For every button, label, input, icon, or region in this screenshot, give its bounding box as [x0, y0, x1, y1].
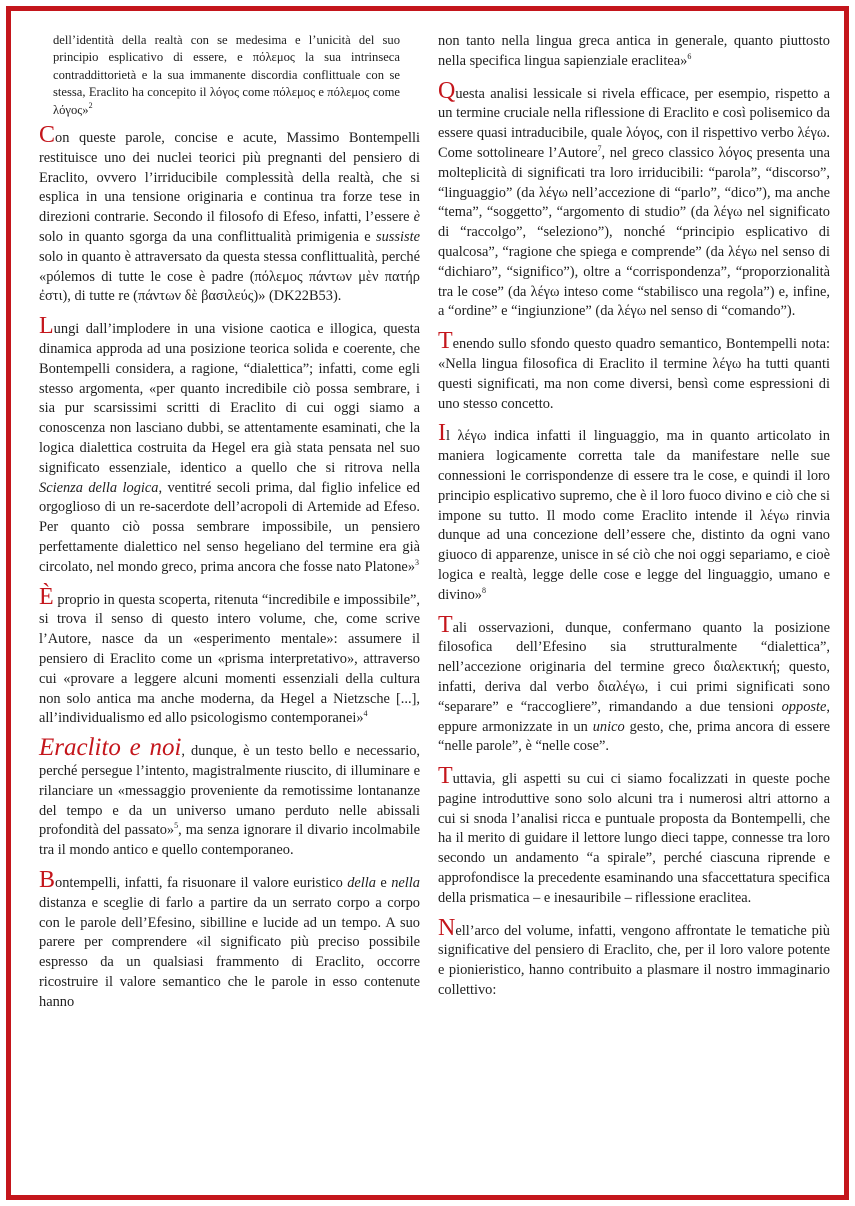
paragraph-11: [438, 914, 830, 1001]
paragraph-8: [438, 420, 830, 605]
text: uttavia, gli aspetti su cui ci siamo focalizzati in queste poche pagine introduttive sono solo alcuni tra i numerosi altri attorno a cui si snoda l’analisi ricca e puntuale proposta da Bontempelli, che ha il merito di guidare il lettore lungo dieci tappe, connesse tra loro secondo un andamento “a spirale”, perché ciascuna riprende e approfondisce la precedente esaminando una sfaccettatura specifica della prismatica – e inesauribile – riflessione eraclitea.: [438, 771, 830, 906]
text: solo in quanto è attraversato da questa stessa conflittualità, perché «pólemos di tutte le cose è padre (πόλεμος πάντων μὲν πατήρ ἐστι), di tutte re (πάντων δὲ βασιλεύς)» (DK22B53).: [39, 248, 420, 305]
footnote-ref: 2: [88, 100, 93, 110]
block-quote: [39, 32, 420, 119]
text: enendo sullo sfondo questo quadro semantico, Bontempelli nota: «Nella lingua filosofica di Eraclito il termine λέγω ha tutti quanti questi significati, ma non come diversi, bensì come espressioni di uno stesso concetto.: [438, 336, 830, 412]
text: , nel greco classico λόγος presenta una molteplicità di significati tra loro irriducibili: “parola”, “discorso”, “linguaggio” (da λέγω nell’accezione di “parlo”, “dico”), ma anche “tema”, “soggetto”, “argomento di studio” (da λέγω nel significato di “raccolgo”, “seleziono”), nonché “principio esplicativo di qualcosa”, “ragione che spiega e comprende” (da λέγω nel senso di “dichiaro”, “significo”), oltre a “corrispondenza”, “proporzionalità tra le cose” (da λέγω inteso come “stabilisco una regola”) e, infine, a “ordine” e “ingiunzione” (da λέγω nel senso di “comando”).: [438, 144, 830, 320]
text: ell’arco del volume, infatti, vengono affrontate le tematiche più significative del pensiero di Eraclito, che, per il loro valore potente e pionieristico, hanno contribuito a plasmare il nostro immaginario collettivo:: [438, 922, 830, 999]
quote-paragraph: [53, 32, 400, 119]
paragraph-5: [39, 866, 420, 1013]
paragraph-4: [39, 734, 421, 861]
text: ali osservazioni, dunque, confermano quanto la posizione filosofica dell’Efesino sia strutturalmente “dialettica”, nell’accezione originaria del termine greco διαλεκτική; questo, infatti, deriva dal verbo διαλέγω, i cui primi significati sono “separare” e “raccogliere”, rimandando a due tensioni: [438, 619, 830, 715]
footnote-ref: 5: [174, 821, 179, 831]
paragraph-9: [438, 611, 831, 758]
paragraph-7: [438, 328, 830, 414]
paragraph-2: [39, 313, 421, 577]
text: distanza e sceglie di farlo a partire da un serrato corpo a corpo con le parole dell’Efesino, sibilline e lucide ad un tempo. A suo parere per comprendere «il significato più preciso possibile espresso da un qualsiasi frammento di Eraclito, occorre ricostruire il valore semantico che le parole in esso contenute hanno: [39, 894, 420, 1010]
paragraph-6: [438, 77, 830, 323]
quote-text: dell’identità della realtà con se medesima e l’unicità del suo principio esplicativo di essere, e πόλεμος la sua intrinseca contraddittorietà e la sua immanente discordia conflittuale con se stessa, Eraclito ha concepito il λόγος come πόλεμος e πόλεμος come λόγος»: [53, 33, 400, 117]
footnote-ref: 6: [687, 51, 692, 61]
text: l λέγω indica infatti il linguaggio, ma in quanto articolato in maniera logicamente corretta tale da manifestare nelle sue connessioni le corrispondenze di essere tra le cose, e quindi il loro principio esplicativo supremo, che è il loro fuoco divino e ciò che si impone su tutto. Il modo come Eraclito intende il λέγω rinvia dunque ad una concezione dell’essere che, distinto da ogni vano giuoco di apparenze, unisce in sé ciò che noi oggi separiamo, e cioè logica e realtà, legge delle cose e legge del linguaggio, umano e divino»: [438, 428, 830, 603]
text: non tanto nella lingua greca antica in generale, quanto piuttosto nella specifica lingua sapienziale eraclitea»: [438, 33, 830, 69]
paragraph-1: [39, 122, 420, 307]
emphasis: nella: [391, 874, 420, 891]
text: ungi dall’implodere in una visione caotica e illogica, questa dinamica approda ad una posizione teorica solida e coerente, che Bontempelli considera, a ragione, “dialettica”; infatti, come egli stesso argomenta, «per quanto incredibile ciò possa sembrare, i sia pur scarsissimi scritti di Eraclito di cui oggi siamo a conoscenza non lasciano dubbi, se attentamente esaminati, che la logica dialettica costruita da Hegel era già stata pensata nel suo significato essenziale, identico a quello che si ritrova nella: [39, 321, 420, 476]
left-column: [39, 32, 420, 1026]
drop-cap: B: [39, 866, 56, 893]
text: , eppure armonizzate in un: [438, 698, 830, 735]
footnote-ref: 3: [415, 557, 420, 567]
book-title: Scienza della logica: [39, 479, 159, 496]
text: proprio in questa scoperta, ritenuta “incredibile e impossibile”, si trova il senso di questo intero volume, che, come scrive l’Autore, nasce da un «esperimento mentale»: assumere il pensiero di Eraclito come un «prisma interpretativo», attraverso cui «provare a leggere alcuni momenti essenziali della cultura non solo antica ma anche moderna, da Hegel a Nietzsche [...], all’individualismo ed allo psicologismo contemporanei»: [39, 591, 420, 727]
footnote-ref: 8: [481, 585, 486, 595]
emphasis: della: [347, 874, 376, 891]
book-title-highlight: Eraclito e noi: [39, 734, 182, 762]
emphasis: opposte: [781, 698, 827, 715]
right-column: [438, 32, 830, 1014]
paragraph-continuation: [438, 32, 830, 72]
paragraph-10: [438, 763, 830, 909]
text: gesto, che, prima ancora di essere “nelle parole”, è “nelle cose”.: [438, 718, 831, 755]
drop-cap: T: [438, 328, 453, 355]
text: ontempelli, infatti, fa risuonare il valore euristico: [55, 874, 348, 891]
text: solo in quanto sgorga da una conflittualità primigenia e: [39, 229, 377, 246]
drop-cap: I: [438, 420, 446, 447]
text: uesta analisi lessicale si rivela efficace, per esempio, rispetto a un termine cruciale nella riflessione di Eraclito e così polisemico da essere quasi intraducibile, quale λόγος, con il rispettivo verbo λέγω. Come sottolineare l’Autore: [438, 85, 830, 161]
emphasis: è: [413, 209, 420, 226]
emphasis: sussiste: [376, 229, 420, 246]
text: , ma senza ignorare il divario incolmabile tra il mondo antico e quello contemporaneo.: [39, 822, 421, 859]
text: on queste parole, concise e acute, Massimo Bontempelli restituisce uno dei nuclei teorici più pregnanti del pensiero di Eraclito, ovvero l’irriducibile complessità della realtà, che si esplica in una tensione originaria e continua tra forze tese in direzioni contrarie. Secondo il filosofo di Efeso, infatti, l’essere: [39, 130, 420, 226]
drop-cap: È: [39, 583, 54, 610]
paragraph-3: [39, 583, 420, 730]
emphasis: unico: [592, 718, 625, 735]
drop-cap: C: [39, 122, 56, 149]
drop-cap: Q: [438, 77, 456, 104]
text: e: [376, 874, 392, 891]
text: , ventitré secoli prima, dal figlio infelice ed orgoglioso di un re-sacerdote dell’acropoli di Artemide ad Efeso. Per quanto ciò possa sembrare impossibile, un pensiero perfettamente dialettico nel senso hegeliano del termine era già circolato, nel mondo greco, prima ancora che fosse nato Platone»: [39, 479, 421, 575]
drop-cap: T: [438, 611, 453, 638]
text: , dunque, è un testo bello e necessario, perché persegue l’intento, magistralmente riuscito, di illuminare e rilanciare un «messaggio proveniente da remotissime lontananze del tempo e da un universo umano perduto nelle abissali profondità del passato»: [39, 743, 421, 839]
drop-cap: L: [39, 313, 54, 340]
footnote-ref: 4: [363, 709, 368, 719]
drop-cap: N: [438, 914, 456, 941]
footnote-ref: 7: [597, 143, 602, 153]
drop-cap: T: [438, 763, 453, 790]
